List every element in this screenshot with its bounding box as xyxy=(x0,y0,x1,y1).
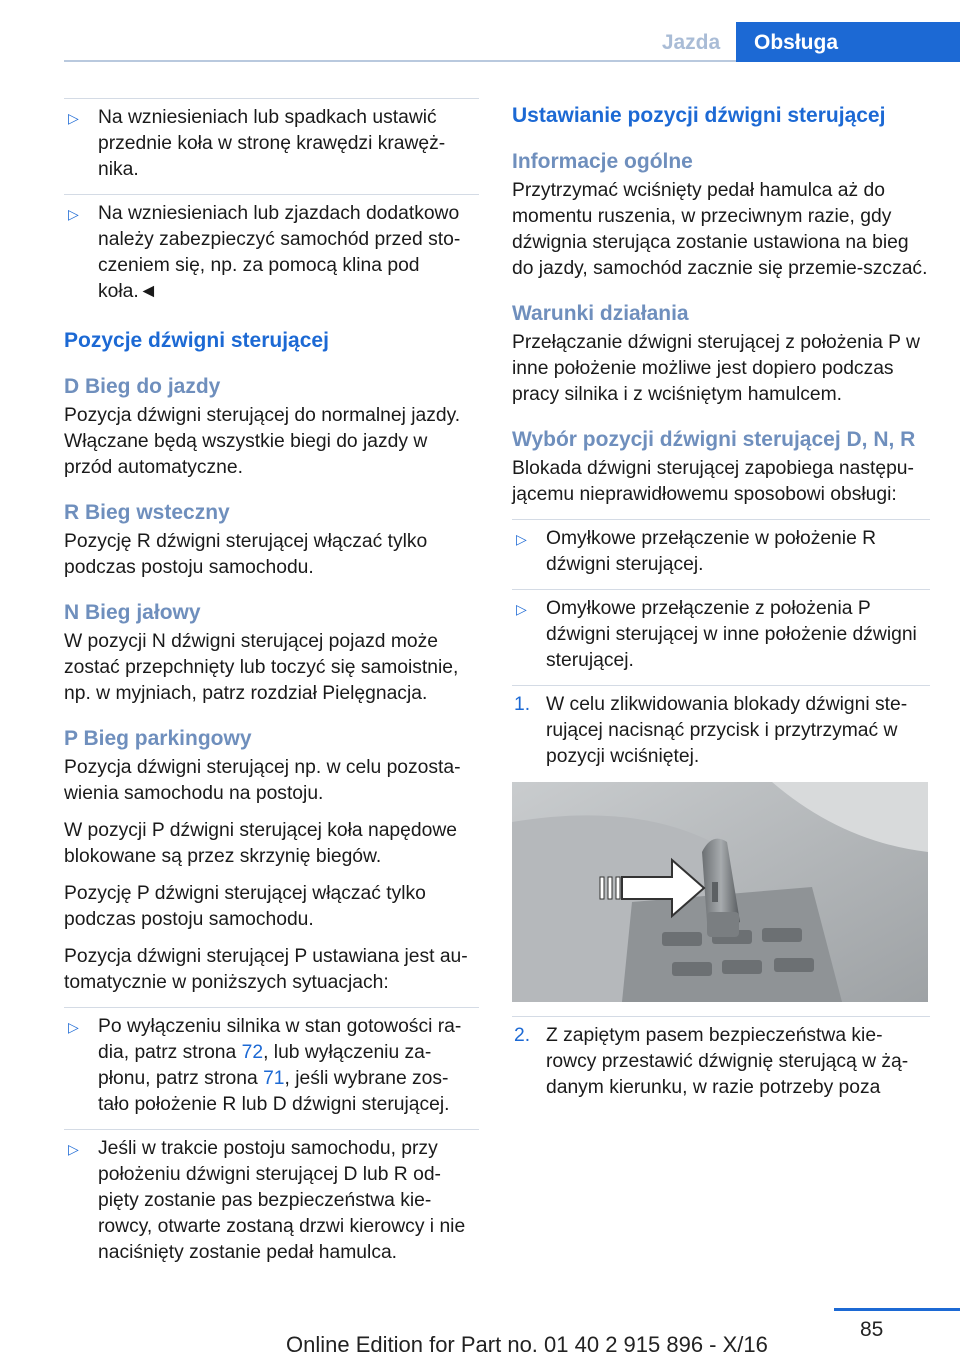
list-item: ▷ Na wzniesieniach lub spadkach ustawić przednie koła w stronę krawędzi krawęż-nika. xyxy=(64,98,479,183)
subheading-d: D Bieg do jazdy xyxy=(64,375,221,398)
left-column xyxy=(64,98,479,1277)
list-item: ▷ Po wyłączeniu silnika w stan gotowości ra-dia, patrz strona 72, lub wyłączeniu za-płonu, patrz strona 71, jeśli wybrane zos-tało położenie R lub D dźwigni sterującej. xyxy=(64,1007,479,1118)
list-item: ▷ Na wzniesieniach lub zjazdach dodatkowo należy zabezpieczyć samochód przed sto-czeniem się, np. za pomocą klina pod koła.◄ xyxy=(64,194,479,305)
list-item: ▷ Omyłkowe przełączenie z położenia P dźwigni sterującej w inne położenie dźwigni sterującej. xyxy=(512,589,930,674)
header-chapter-tab[interactable]: Obsługa xyxy=(736,22,960,62)
triangle-bullet-icon: ▷ xyxy=(516,531,527,547)
gear-selector-photo xyxy=(512,782,928,1002)
footer-rule xyxy=(834,1308,960,1311)
auto-park-bullet-list xyxy=(64,1007,479,1266)
header-section-tab[interactable]: Jazda xyxy=(661,31,721,54)
paragraph: Pozycję P dźwigni sterującej włączać tylko podczas postoju samochodu. xyxy=(64,883,426,930)
triangle-bullet-icon: ▷ xyxy=(68,1019,79,1035)
paragraph: Przełączanie dźwigni sterującej z położenia P w inne położenie możliwe jest dopiero podczas pracy silnika i z wciśniętym hamulcem. xyxy=(512,332,920,405)
triangle-bullet-icon: ▷ xyxy=(68,1141,79,1157)
subheading-general: Informacje ogólne xyxy=(512,150,693,173)
right-column xyxy=(512,98,930,1112)
triangle-bullet-icon: ▷ xyxy=(68,110,79,126)
paragraph: W pozycji N dźwigni sterującej pojazd może zostać przepchnięty lub toczyć się samoistnie, np. w myjniach, patrz rozdział Pielęgnacja. xyxy=(64,631,459,704)
subheading-r: R Bieg wsteczny xyxy=(64,501,230,524)
paragraph: Blokada dźwigni sterującej zapobiega następu-jącemu nieprawidłowemu sposobowi obsługi: xyxy=(512,458,914,505)
intro-bullet-list xyxy=(64,98,479,305)
page-link-72[interactable]: 72 xyxy=(241,1042,264,1063)
subheading-select: Wybór pozycji dźwigni sterującej D, N, R xyxy=(512,428,916,451)
paragraph: Pozycja dźwigni sterującej np. w celu pozosta-wienia samochodu na postoju. xyxy=(64,757,461,804)
paragraph: Pozycja dźwigni sterującej do normalnej jazdy. Włączane będą wszystkie biegi do jazdy w przód automatyczne. xyxy=(64,405,461,478)
steps-list xyxy=(512,685,930,770)
paragraph: W pozycji P dźwigni sterującej koła napędowe blokowane są przez skrzynię biegów. xyxy=(64,820,457,867)
subheading-p: P Bieg parkingowy xyxy=(64,727,252,750)
steps-list-continued xyxy=(512,1016,930,1101)
section-title: Ustawianie pozycji dźwigni sterującej xyxy=(512,104,886,127)
list-item: 2. Z zapiętym pasem bezpieczeństwa kie-rowcy przestawić dźwignię sterującą w żą-danym kierunku, w razie potrzeby poza xyxy=(512,1016,930,1101)
list-item: ▷ Omyłkowe przełączenie w położenie R dźwigni sterującej. xyxy=(512,519,930,578)
lock-bullet-list xyxy=(512,519,930,674)
triangle-bullet-icon: ▷ xyxy=(68,206,79,222)
edition-footer: Online Edition for Part no. 01 40 2 915 896 - X/16 xyxy=(286,1332,768,1357)
section-title: Pozycje dźwigni sterującej xyxy=(64,329,329,352)
subheading-conditions: Warunki działania xyxy=(512,302,689,325)
paragraph: Przytrzymać wciśnięty pedał hamulca aż do momentu ruszenia, w przeciwnym razie, gdy dźwignia sterująca zostanie ustawiona na bieg do jazdy, samochód zacznie się przemie-szczać. xyxy=(512,180,928,279)
paragraph: Pozycja dźwigni sterującej P ustawiana jest au-tomatycznie w poniższych sytuacjach: xyxy=(64,946,468,993)
page-number: 85 xyxy=(860,1318,884,1341)
list-item: 1. W celu zlikwidowania blokady dźwigni ste-rującej nacisnąć przycisk i przytrzymać w pozycji wciśniętej. xyxy=(512,685,930,770)
paragraph: Pozycję R dźwigni sterującej włączać tylko podczas postoju samochodu. xyxy=(64,531,428,578)
triangle-bullet-icon: ▷ xyxy=(516,601,527,617)
page-link-71[interactable]: 71 xyxy=(263,1068,285,1089)
subheading-n: N Bieg jałowy xyxy=(64,601,201,624)
list-item: ▷ Jeśli w trakcie postoju samochodu, przy położeniu dźwigni sterującej D lub R od-pięty zostanie pas bezpieczeństwa kie-rowcy, otwarte zostaną drzwi kierowcy i nie naciśnięty zostanie pedał hamulca. xyxy=(64,1129,479,1266)
